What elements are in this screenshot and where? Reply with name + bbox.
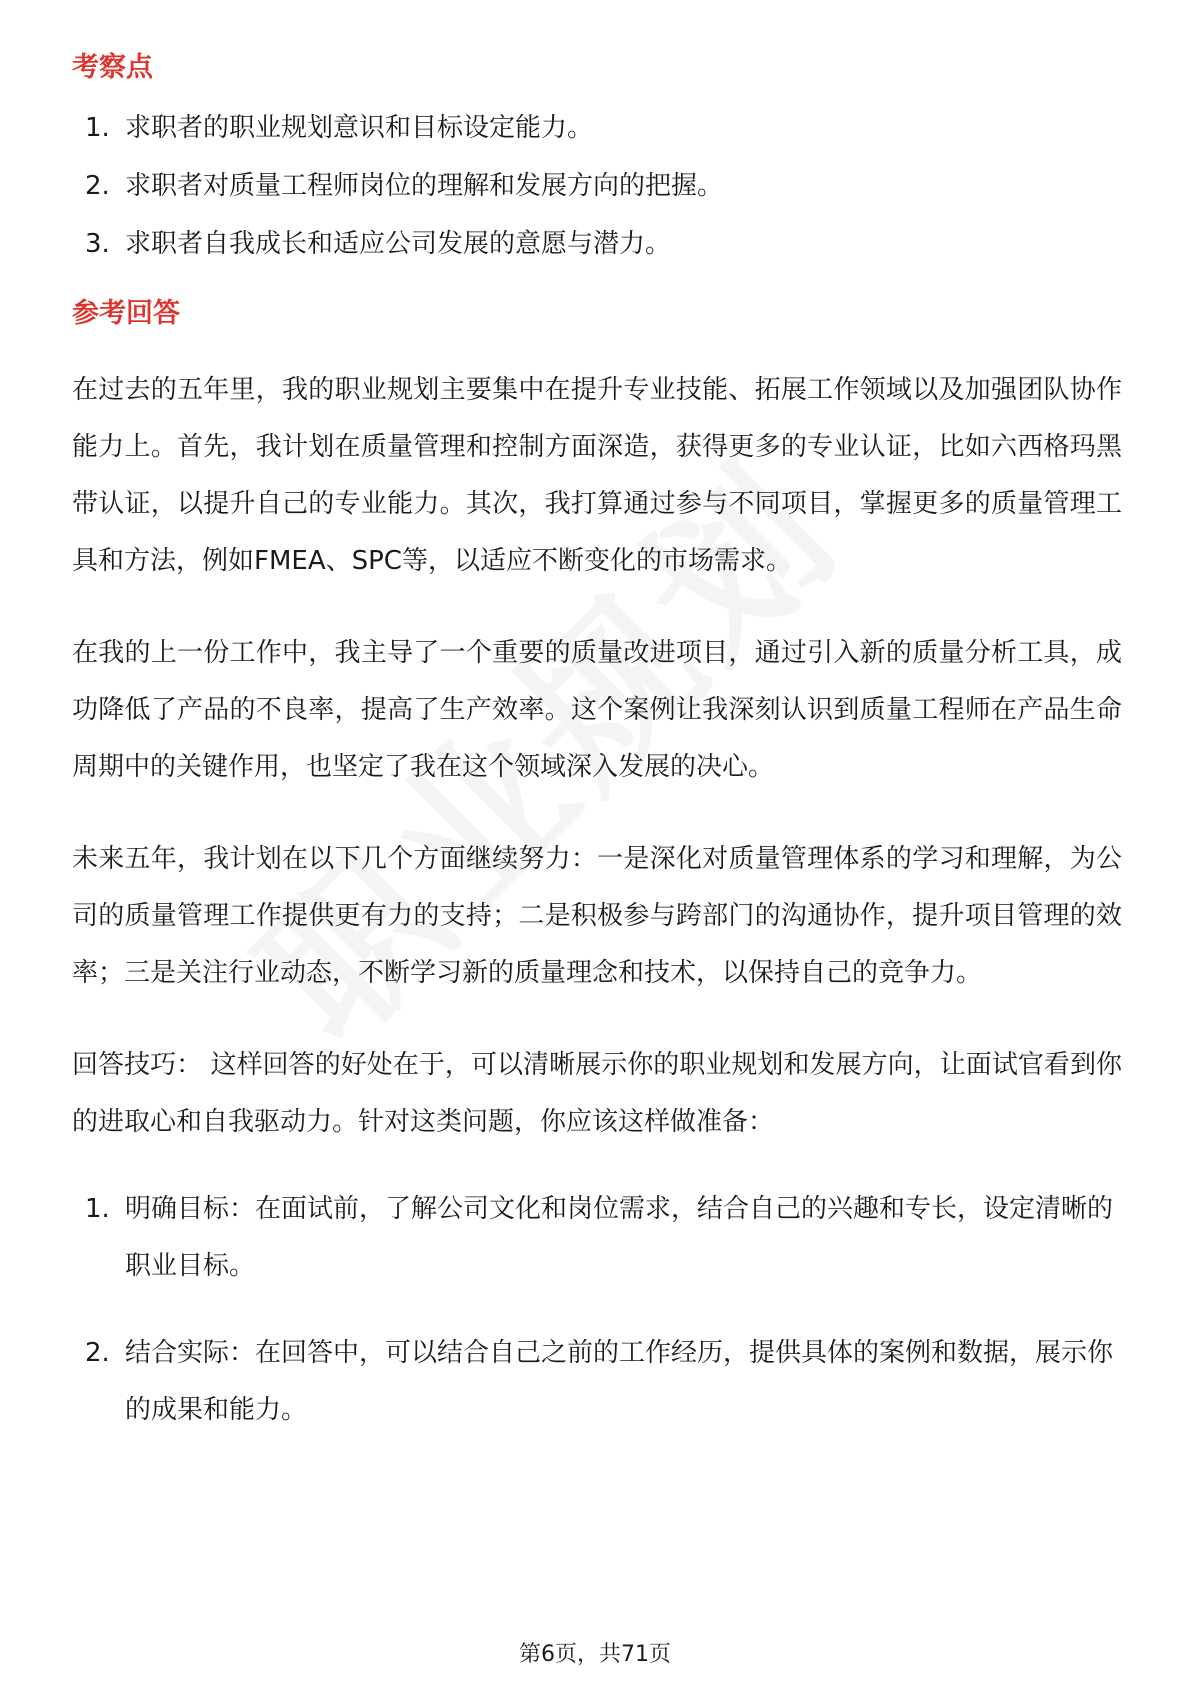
examination-points-list	[72, 108, 1122, 264]
list-item	[72, 166, 1122, 206]
list-item-number: 1.	[85, 113, 110, 143]
list-item	[72, 1325, 1122, 1439]
list-item-number: 1.	[85, 1194, 110, 1224]
tips-paragraph: 回答技巧： 这样回答的好处在于，可以清晰展示你的职业规划和发展方向，让面试官看到你的进取心和自我驱动力。针对这类问题，你应该这样做准备：	[72, 1050, 1122, 1137]
list-item-text: 明确目标：在面试前，了解公司文化和岗位需求，结合自己的兴趣和专长，设定清晰的职业目标。	[125, 1194, 1114, 1281]
list-item-number: 2.	[85, 1338, 110, 1368]
tips-list	[72, 1181, 1122, 1439]
list-item-text: 结合实际：在回答中，可以结合自己之前的工作经历，提供具体的案例和数据，展示你的成果和能力。	[125, 1338, 1114, 1425]
answer-paragraph: 在过去的五年里，我的职业规划主要集中在提升专业技能、拓展工作领域以及加强团队协作能力上。首先，我计划在质量管理和控制方面深造，获得更多的专业认证，比如六西格玛黑带认证，以提升自己的专业能力。其次，我打算通过参与不同项目，掌握更多的质量管理工具和方法，例如FMEA、SPC等，以适应不断变化的市场需求。	[72, 375, 1122, 576]
list-item-text: 求职者对质量工程师岗位的理解和发展方向的把握。	[125, 171, 724, 201]
list-item	[72, 224, 1122, 264]
page-footer: 第6页，共71页	[519, 1642, 671, 1667]
list-item-number: 3.	[85, 229, 110, 259]
list-item-number: 2.	[85, 171, 110, 201]
page-content	[72, 48, 1122, 1469]
list-item-text: 求职者的职业规划意识和目标设定能力。	[125, 113, 594, 143]
section-title-answer: 参考回答	[72, 298, 180, 329]
answer-paragraph: 未来五年，我计划在以下几个方面继续努力：一是深化对质量管理体系的学习和理解，为公司的质量管理工作提供更有力的支持；二是积极参与跨部门的沟通协作，提升项目管理的效率；三是关注行业动态，不断学习新的质量理念和技术，以保持自己的竞争力。	[72, 844, 1122, 988]
answer-paragraph: 在我的上一份工作中，我主导了一个重要的质量改进项目，通过引入新的质量分析工具，成功降低了产品的不良率，提高了生产效率。这个案例让我深刻认识到质量工程师在产品生命周期中的关键作用，也坚定了我在这个领域深入发展的决心。	[72, 638, 1122, 782]
list-item	[72, 108, 1122, 148]
section-title-examination: 考察点	[72, 52, 153, 83]
list-item-text: 求职者自我成长和适应公司发展的意愿与潜力。	[125, 229, 672, 259]
list-item	[72, 1181, 1122, 1295]
